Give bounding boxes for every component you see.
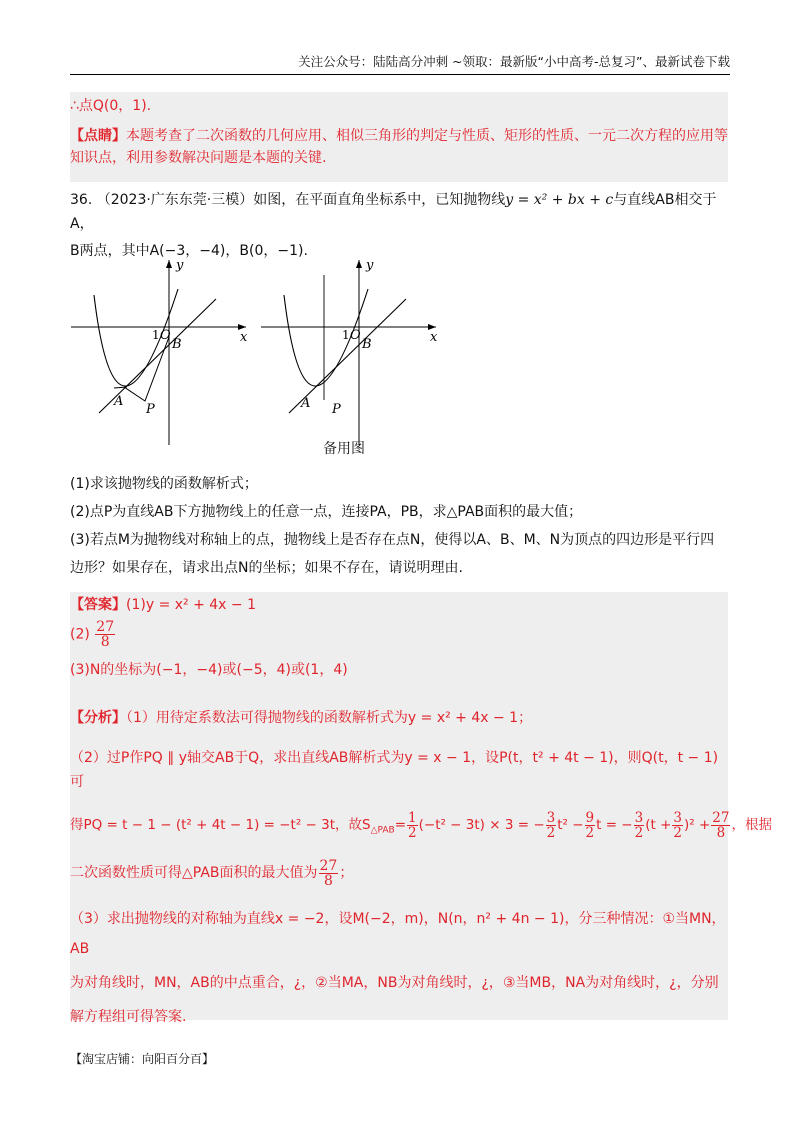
analysis-part-2a: （2）过P作PQ ∥ y轴交AB于Q，求出直线AB解析式为y = x − 1，设P(t，t² + 4t − 1)，则Q(t，t − 1)可 <box>70 750 719 790</box>
left-a-label: A <box>114 394 124 409</box>
questions <box>70 470 728 582</box>
analysis-part-3b: 为对角线时，MN，AB的中点重合，¿，②当MA，NB为对角线时，¿，③当MB，NA为对角线时，¿，分别 <box>70 975 719 991</box>
problem-source: （2023·广东东莞·三模） <box>96 192 254 208</box>
analysis-2b-e: t = − <box>596 817 633 833</box>
fraction-32a-num: 3 <box>546 809 556 826</box>
fraction-27-8-a <box>711 811 730 840</box>
analysis-2b-c: (−t² − 3t) × 3 = − <box>418 817 545 833</box>
analysis-line-1 <box>70 706 728 730</box>
fraction-three-halves-a <box>546 811 557 840</box>
left-b-label: B <box>172 337 182 352</box>
answer-line-1 <box>70 592 728 618</box>
previous-conclusion: ∴点Q(0，1). <box>70 98 152 114</box>
fraction-half-den: 2 <box>408 824 417 841</box>
page-footer: 【淘宝店铺：向阳百分百】 <box>70 1052 215 1066</box>
analysis-part-2c <box>70 856 728 890</box>
comment-paragraph <box>70 125 728 169</box>
analysis-part-1: （1）用待定系数法可得抛物线的函数解析式为y = x² + 4x − 1； <box>126 710 533 726</box>
answer-2-prefix: (2) <box>70 626 90 643</box>
analysis-part-2b <box>70 808 772 842</box>
analysis-2b-h: ，根据 <box>731 817 772 833</box>
answer-2-fraction <box>95 620 115 649</box>
fraction-three-halves-c <box>672 811 683 840</box>
analysis-block <box>70 702 772 1025</box>
fraction-nine-halves <box>585 811 596 840</box>
right-a-label: A <box>301 396 311 411</box>
left-p-label: P <box>146 402 155 417</box>
right-y-arrow <box>356 260 362 268</box>
answer-2 <box>70 620 728 649</box>
right-one-label: 1 <box>342 328 350 342</box>
analysis-part-3c: 解方程组可得答案. <box>70 1009 187 1025</box>
analysis-2c-b: ； <box>339 865 354 881</box>
analysis-2b-a: 得PQ = t − 1 − (t² + 4t − 1) = −t² − 3t，故S <box>70 817 371 833</box>
fraction-32b-num: 3 <box>634 809 644 826</box>
fraction-278a-den: 8 <box>716 824 726 841</box>
analysis-2c-a: 二次函数性质可得△PAB面积的最大值为 <box>70 865 318 881</box>
figure-caption: 备用图 <box>323 441 365 457</box>
fraction-278b-num: 27 <box>319 857 338 874</box>
fraction-27-8-b <box>319 859 339 888</box>
previous-solution-block <box>70 92 728 182</box>
left-x-label: x <box>240 330 248 345</box>
comment-label: 【点睛】 <box>70 128 126 144</box>
left-y-arrow <box>166 260 172 268</box>
fraction-32c-den: 2 <box>673 824 682 841</box>
left-triangle-pab <box>124 337 169 401</box>
problem-stem-a: 如图，在平面直角坐标系中，已知抛物线 <box>253 192 506 208</box>
answer-3: (3)N的坐标为(−1，−4)或(−5，4)或(1，4) <box>70 662 348 678</box>
fraction-92-num: 9 <box>585 809 595 826</box>
analysis-part-3a: （3）求出抛物线的对称轴为直线x = −2，设M(−2，m)，N(n，n² + 4n − 1)，分三种情况：①当MN，AB <box>70 911 726 957</box>
left-figure <box>71 258 248 445</box>
answer-1: (1)y = x² + 4x − 1 <box>126 597 257 613</box>
analysis-2b-d: t² − <box>557 817 584 833</box>
analysis-label: 【分析】 <box>70 710 126 726</box>
problem-figures <box>66 255 458 465</box>
right-origin-label: O <box>350 328 361 343</box>
answer-block <box>70 592 728 702</box>
problem-line-1 <box>70 188 728 236</box>
left-origin-label: O <box>160 328 171 343</box>
fraction-32b-den: 2 <box>634 824 644 841</box>
question-3: (3)若点M为抛物线对称轴上的点，抛物线上是否存在点N，使得以A、B、M、N为顶点的四边形是平行四边形？如果存在，请求出点N的坐标；如果不存在，请说明理由. <box>70 532 715 576</box>
right-x-label: x <box>430 330 438 345</box>
problem-stem-b: 与直线AB相交于A， <box>70 192 717 232</box>
question-2: (2)点P为直线AB下方抛物线上的任意一点，连接PA，PB，求△PAB面积的最大值； <box>70 504 583 520</box>
right-b-label: B <box>362 337 372 352</box>
answer-2-denominator: 8 <box>100 634 110 650</box>
right-p-label: P <box>332 402 341 417</box>
fraction-32a-den: 2 <box>546 824 556 841</box>
fraction-92-den: 2 <box>585 824 595 841</box>
right-y-label: y <box>366 258 374 273</box>
fraction-278a-num: 27 <box>712 809 730 826</box>
analysis-2b-b: = <box>394 817 407 833</box>
comment-text: 本题考查了二次函数的几何应用、相似三角形的判定与性质、矩形的性质、一元二次方程的应用等知识点，利用参数解决问题是本题的关键. <box>70 128 728 166</box>
problem-line-2: B两点，其中A(−3，−4)，B(0，−1). <box>70 243 308 259</box>
analysis-2b-f: (t + <box>645 817 672 833</box>
right-figure <box>261 258 438 445</box>
left-y-label: y <box>176 258 184 273</box>
header-rule <box>70 74 730 75</box>
problem-number: 36. <box>70 192 93 208</box>
left-one-label: 1 <box>152 328 160 342</box>
fraction-half <box>407 811 418 840</box>
question-1: (1)求该抛物线的函数解析式； <box>70 476 258 492</box>
problem-equation: y = x² + bx + c <box>505 192 614 208</box>
analysis-2b-g: )² + <box>683 817 711 833</box>
answer-2-numerator: 27 <box>96 619 115 635</box>
page-header: 关注公众号：陆陆高分冲刺 ~领取：最新版“小中高考-总复习”、最新试卷下载 <box>298 54 730 69</box>
fraction-half-num: 1 <box>408 809 417 826</box>
fraction-32c-num: 3 <box>673 809 682 826</box>
fraction-three-halves-b <box>634 811 645 840</box>
answer-label: 【答案】 <box>70 597 126 613</box>
fraction-278b-den: 8 <box>323 872 333 889</box>
analysis-2b-sub: △PAB <box>370 825 395 836</box>
